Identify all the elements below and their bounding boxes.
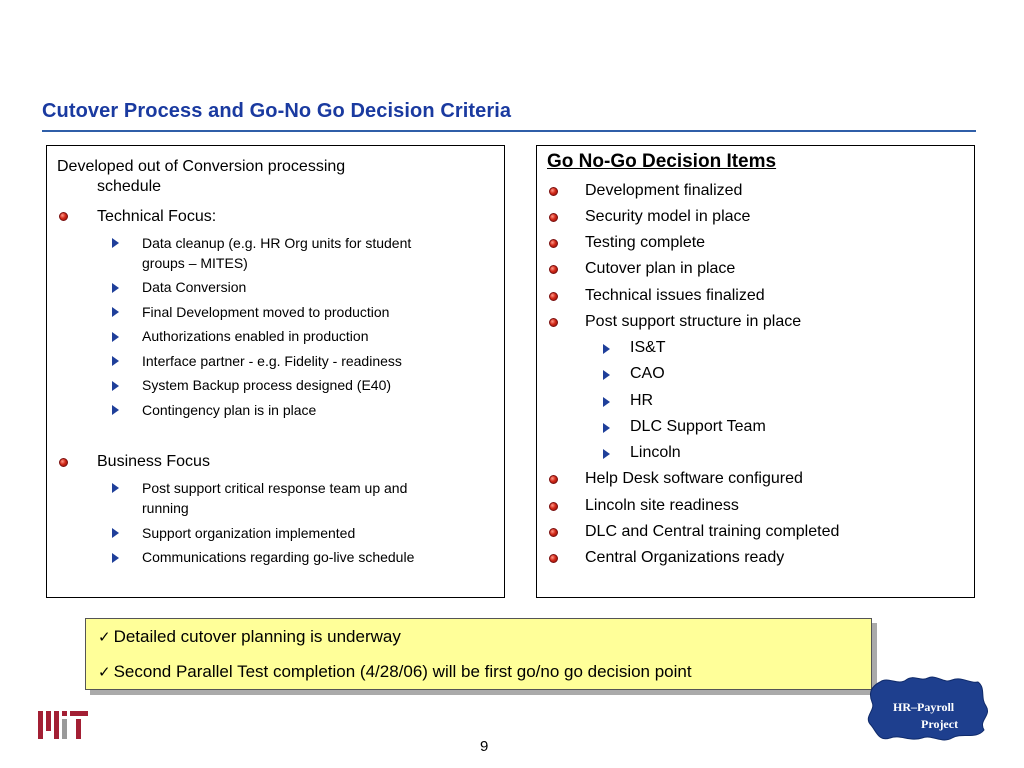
bullet-triangle-icon xyxy=(603,423,610,433)
slide-title: Cutover Process and Go-No Go Decision Criteria xyxy=(42,100,512,122)
list-item: DLC and Central training completed xyxy=(585,523,840,540)
list-item: groups – MITES) xyxy=(142,255,248,271)
list-item: Testing complete xyxy=(585,234,706,251)
list-item: Contingency plan is in place xyxy=(142,402,317,418)
list-item: Post support critical response team up and xyxy=(142,480,408,496)
bullet-dot-icon xyxy=(549,528,558,537)
bullet-triangle-icon xyxy=(112,553,119,563)
bullet-triangle-icon xyxy=(603,449,610,459)
bullet-dot-icon xyxy=(59,212,68,221)
right-content-box xyxy=(536,145,975,598)
bullet-dot-icon xyxy=(549,265,558,274)
bullet-dot-icon xyxy=(549,213,558,222)
bullet-dot-icon xyxy=(549,554,558,563)
list-item: System Backup process designed (E40) xyxy=(142,377,392,393)
go-no-go-heading: Go No-Go Decision Items xyxy=(547,151,777,172)
list-item: Interface partner - e.g. Fidelity - readiness xyxy=(142,353,402,369)
note-line-1 xyxy=(98,627,401,647)
bullet-dot-icon xyxy=(549,292,558,301)
list-item: Authorizations enabled in production xyxy=(142,328,369,344)
note-text: Detailed cutover planning is underway xyxy=(113,627,401,646)
bullet-dot-icon xyxy=(549,239,558,248)
bullet-triangle-icon xyxy=(603,344,610,354)
left-content-box xyxy=(46,145,505,598)
intro-line-1: Developed out of Conversion processing xyxy=(57,158,346,175)
list-item: Central Organizations ready xyxy=(585,549,785,566)
status-note-box xyxy=(85,618,872,690)
list-item: Cutover plan in place xyxy=(585,260,736,277)
sub-item: DLC Support Team xyxy=(630,418,766,435)
bullet-dot-icon xyxy=(549,475,558,484)
list-item: Data cleanup (e.g. HR Org units for student xyxy=(142,235,412,251)
title-divider xyxy=(42,130,976,132)
bullet-triangle-icon xyxy=(112,528,119,538)
technical-focus-label: Technical Focus: xyxy=(97,208,217,225)
logo-text-line-2: Project xyxy=(921,717,959,731)
sub-item: IS&T xyxy=(630,339,666,356)
intro-text xyxy=(57,154,457,179)
list-item: Communications regarding go-live schedule xyxy=(142,549,415,565)
bullet-triangle-icon xyxy=(112,283,119,293)
bullet-triangle-icon xyxy=(603,370,610,380)
list-item: Data Conversion xyxy=(142,279,247,295)
list-item: Final Development moved to production xyxy=(142,304,390,320)
bullet-triangle-icon xyxy=(112,356,119,366)
bullet-triangle-icon xyxy=(112,483,119,493)
list-item: Technical issues finalized xyxy=(585,287,765,304)
business-focus-label: Business Focus xyxy=(97,453,210,470)
bullet-triangle-icon xyxy=(603,397,610,407)
bullet-triangle-icon xyxy=(112,332,119,342)
checkmark-icon: ✓ xyxy=(98,628,111,646)
list-item: Help Desk software configured xyxy=(585,470,803,487)
checkmark-icon: ✓ xyxy=(98,663,111,681)
list-item: Lincoln site readiness xyxy=(585,497,739,514)
logo-text-line-1: HR–Payroll xyxy=(893,700,955,714)
note-line-2 xyxy=(98,662,692,682)
bullet-dot-icon xyxy=(59,458,68,467)
mit-logo xyxy=(38,711,90,746)
list-item: Development finalized xyxy=(585,182,743,199)
bullet-triangle-icon xyxy=(112,405,119,415)
sub-item: HR xyxy=(630,392,654,409)
list-item: Security model in place xyxy=(585,208,751,225)
list-item: Post support structure in place xyxy=(585,313,802,330)
intro-line-2: schedule xyxy=(97,178,162,195)
bullet-dot-icon xyxy=(549,318,558,327)
bullet-dot-icon xyxy=(549,187,558,196)
sub-item: Lincoln xyxy=(630,444,681,461)
mit-logo-icon xyxy=(38,711,90,741)
list-item: Support organization implemented xyxy=(142,525,356,541)
bullet-dot-icon xyxy=(549,502,558,511)
sub-item: CAO xyxy=(630,365,665,382)
bullet-triangle-icon xyxy=(112,307,119,317)
note-text: Second Parallel Test completion (4/28/06) will be first go/no go decision point xyxy=(113,662,692,681)
page-number: 9 xyxy=(480,738,489,755)
list-item: running xyxy=(142,500,189,516)
bullet-triangle-icon xyxy=(112,381,119,391)
bullet-triangle-icon xyxy=(112,238,119,248)
